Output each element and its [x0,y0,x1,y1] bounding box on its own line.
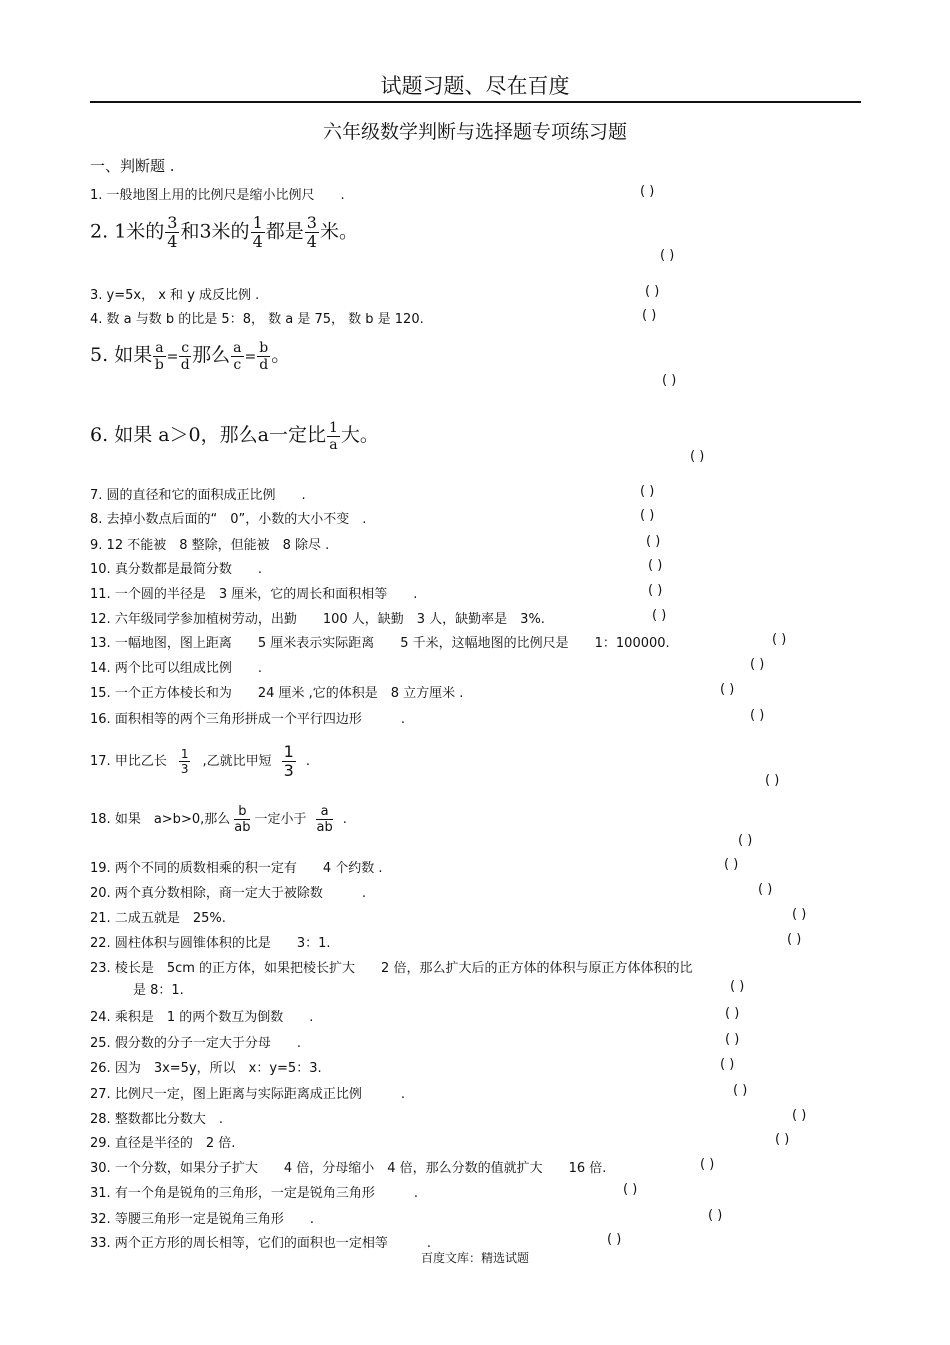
question-7 [90,484,306,503]
question-18 [90,805,347,834]
question-8 [90,508,366,527]
question-number: 2. [90,220,109,243]
numerator: 3 [167,213,178,232]
denominator: a [329,436,338,453]
question-number: 30. [90,1161,111,1176]
question-number: 13. [90,636,111,651]
header-title: 试题习题、尽在百度 [380,74,570,98]
question-text: 比例尺一定，图上距离与实际距离成正比例 . [114,1087,405,1102]
fraction [153,341,165,372]
question-6 [90,420,379,452]
fraction [234,805,250,834]
answer-blank-18[interactable]: ( ) [738,833,753,848]
question-11 [90,583,417,602]
question-number: 27. [90,1087,111,1102]
question-number: 11. [90,587,111,602]
question-text: 整数都比分数大 . [114,1112,223,1127]
question-text: . [305,754,310,769]
question-text: 真分数都是最简分数 . [114,562,262,577]
answer-blank-29[interactable]: ( ) [775,1132,790,1147]
question-text: . [342,812,347,827]
answer-blank-23[interactable]: ( ) [730,979,745,994]
fraction [179,341,191,372]
question-text: 一个圆的半径是 3 厘米，它的周长和面积相等 . [114,587,418,602]
answer-blank-7[interactable]: ( ) [640,484,655,499]
question-19 [90,857,383,876]
question-text: 直径是半径的 2 倍. [114,1136,236,1151]
question-text: 都是 [265,220,304,243]
denominator: b [154,356,164,373]
question-number: 16. [90,712,111,727]
question-17 [90,744,310,779]
question-22 [90,932,331,951]
numerator: 1 [328,419,338,436]
fraction [327,421,340,452]
answer-blank-4[interactable]: ( ) [642,308,657,323]
answer-blank-33[interactable]: ( ) [607,1232,622,1247]
numerator: 1 [252,213,263,232]
question-text: 等腰三角形一定是锐角三角形 . [114,1212,314,1227]
answer-blank-14[interactable]: ( ) [750,657,765,672]
page-footer: 百度文库：精选试题 [420,1251,529,1265]
question-26 [90,1057,322,1076]
fraction [165,215,179,250]
question-text: 12 不能被 8 整除，但能被 8 除尽 . [106,538,330,553]
question-text: 数 a 与数 b 的比是 5：8， 数 a 是 75， 数 b 是 120. [106,312,424,327]
question-3 [90,284,259,303]
fraction [251,215,265,250]
question-number: 15. [90,686,111,701]
answer-blank-5[interactable]: ( ) [662,373,677,388]
question-text: 一个正方体棱长和为 24 厘米 ,它的体积是 8 立方厘米 . [114,686,464,701]
numerator: a [155,339,164,356]
question-number: 26. [90,1061,111,1076]
question-number: 32. [90,1212,111,1227]
question-text: 如果 [114,344,153,366]
answer-blank-13[interactable]: ( ) [772,632,787,647]
header-divider [90,101,861,103]
denominator: ab [316,820,333,835]
fraction [257,341,270,372]
question-number: 7. [90,488,103,503]
question-text: 面积相等的两个三角形拼成一个平行四边形 . [114,712,405,727]
question-number: 20. [90,886,111,901]
answer-blank-32[interactable]: ( ) [708,1208,723,1223]
question-23 [90,957,692,976]
denominator: 3 [283,761,294,780]
denominator: 4 [306,232,317,251]
answer-blank-28[interactable]: ( ) [792,1108,807,1123]
question-20 [90,882,366,901]
question-text: 那么 [192,344,231,366]
numerator: 3 [306,213,317,232]
question-text: 六年级同学参加植树劳动，出勤 100 人，缺勤 3 人，缺勤率是 3%. [114,612,545,627]
question-number: 1. [90,188,103,203]
answer-blank-8[interactable]: ( ) [640,508,655,523]
denominator: 3 [180,762,189,776]
question-text: 二成五就是 25%. [114,911,226,926]
question-30 [90,1157,606,1176]
numerator: 1 [283,742,294,761]
question-28 [90,1108,223,1127]
answer-blank-24[interactable]: ( ) [725,1006,740,1021]
question-32 [90,1208,314,1227]
question-number: 22. [90,936,111,951]
section-heading: 一、判断题 . [90,157,175,175]
answer-blank-26[interactable]: ( ) [720,1057,735,1072]
question-number: 18. [90,812,111,827]
question-text: ,乙就比甲短 [202,754,272,769]
denominator: d [180,356,190,373]
numerator: 1 [180,747,189,761]
question-text: 乘积是 1 的两个数互为倒数 . [114,1010,314,1025]
answer-blank-1[interactable]: ( ) [640,184,655,199]
answer-blank-12[interactable]: ( ) [652,608,667,623]
question-text: 假分数的分子一定大于分母 . [114,1036,301,1051]
question-text: 米。 [319,220,358,243]
question-number: 10. [90,562,111,577]
answer-blank-16[interactable]: ( ) [750,708,765,723]
question-text: 两个不同的质数相乘的积一定有 4 个约数 . [114,861,383,876]
answer-blank-10[interactable]: ( ) [648,558,663,573]
denominator: ab [234,820,251,835]
fraction [282,744,296,779]
question-24 [90,1006,313,1025]
question-number: 29. [90,1136,111,1151]
answer-blank-17[interactable]: ( ) [765,773,780,788]
question-number: 17. [90,754,111,769]
question-number: 3. [90,288,103,303]
question-9 [90,534,329,553]
answer-blank-30[interactable]: ( ) [700,1157,715,1172]
answer-blank-20[interactable]: ( ) [758,882,773,897]
question-text: 甲比乙长 [114,754,167,769]
question-number: 21. [90,911,111,926]
denominator: 4 [252,232,263,251]
denominator: d [259,356,269,373]
question-text: 一幅地图，图上距离 5 厘米表示实际距离 5 千米，这幅地图的比例尺是 1：100000. [114,636,670,651]
question-text: 棱长是 5cm 的正方体，如果把棱长扩大 2 倍，那么扩大后的正方体的体积与原正方体体积的比 [114,961,693,976]
question-1 [90,184,345,203]
answer-blank-21[interactable]: ( ) [792,907,807,922]
question-15 [90,682,463,701]
answer-blank-2[interactable]: ( ) [660,248,675,263]
question-number: 33. [90,1236,111,1251]
numerator: b [259,339,269,356]
question-text: 两个比可以组成比例 . [114,661,262,676]
question-number: 6. [90,424,109,446]
question-13 [90,632,670,651]
question-25 [90,1032,301,1051]
question-2 [90,215,358,250]
denominator: 4 [167,232,178,251]
question-text: 大。 [340,424,379,446]
answer-blank-9[interactable]: ( ) [646,534,661,549]
answer-blank-22[interactable]: ( ) [787,932,802,947]
question-text: 圆的直径和它的面积成正比例 . [106,488,306,503]
question-number: 25. [90,1036,111,1051]
question-number: 9. [90,538,103,553]
question-number: 12. [90,612,111,627]
answer-blank-27[interactable]: ( ) [733,1083,748,1098]
answer-blank-6[interactable]: ( ) [690,449,705,464]
question-23-continued: 是 8：1. [133,983,184,998]
question-number: 28. [90,1112,111,1127]
question-text: 圆柱体积与圆锥体积的比是 3：1. [114,936,331,951]
document-title: 六年级数学判断与选择题专项练习题 [322,121,627,143]
question-text: 1米的 [114,220,165,243]
question-text: 去掉小数点后面的“ 0”，小数的大小不变 . [106,512,367,527]
question-number: 5. [90,344,109,366]
numerator: a [233,339,242,356]
numerator: b [234,805,250,820]
question-number: 14. [90,661,111,676]
question-text: 一般地图上用的比例尺是缩小比例尺 . [106,188,345,203]
question-number: 24. [90,1010,111,1025]
question-number: 23. [90,961,111,976]
answer-blank-31[interactable]: ( ) [623,1182,638,1197]
question-text: 如果 a＞0，那么a一定比 [114,424,326,446]
question-number: 8. [90,512,103,527]
numerator: c [181,339,190,356]
question-text: 和3米的 [180,220,250,243]
question-4 [90,308,424,327]
answer-blank-19[interactable]: ( ) [724,857,739,872]
denominator: c [233,356,242,373]
fraction [231,341,243,372]
question-12 [90,608,545,627]
equals-sign: = [244,349,257,365]
fraction [305,215,319,250]
question-14 [90,657,262,676]
question-text: 一定小于 [254,812,307,827]
fraction [179,748,191,775]
equals-sign: = [166,349,179,365]
question-27 [90,1083,405,1102]
question-number: 4. [90,312,103,327]
numerator: a [316,805,332,820]
question-10 [90,558,262,577]
question-number: 19. [90,861,111,876]
answer-blank-25[interactable]: ( ) [725,1032,740,1047]
question-number: 31. [90,1186,111,1201]
question-text: 两个正方形的周长相等，它们的面积也一定相等 . [114,1236,431,1251]
question-text: 因为 3x=5y，所以 x：y=5：3. [114,1061,322,1076]
question-text: 一个分数，如果分子扩大 4 倍，分母缩小 4 倍，那么分数的值就扩大 16 倍. [114,1161,607,1176]
question-text: 有一个角是锐角的三角形，一定是锐角三角形 . [114,1186,418,1201]
question-text: 两个真分数相除，商一定大于被除数 . [114,886,366,901]
question-text: y=5x， x 和 y 成反比例 . [106,288,260,303]
fraction [316,805,332,834]
question-31 [90,1182,418,1201]
question-29 [90,1132,235,1151]
question-16 [90,708,405,727]
answer-blank-3[interactable]: ( ) [645,284,660,299]
answer-blank-11[interactable]: ( ) [648,583,663,598]
question-5 [90,340,290,372]
question-text: 。 [271,344,291,366]
question-text: 如果 a>b>0,那么 [114,812,231,827]
question-21 [90,907,226,926]
answer-blank-15[interactable]: ( ) [720,682,735,697]
